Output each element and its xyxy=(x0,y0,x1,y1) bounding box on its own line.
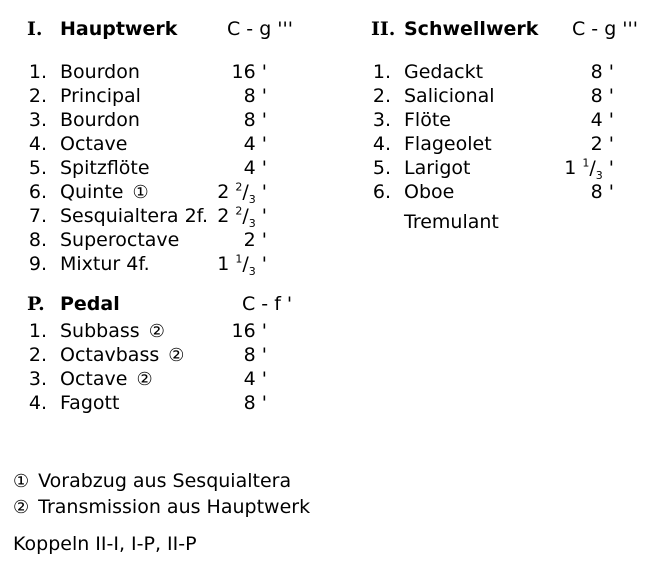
footnote-1 xyxy=(13,470,291,492)
stop-row xyxy=(27,205,297,229)
stop-name: Principal xyxy=(60,85,141,107)
stop-name: Sesquialtera 2f. xyxy=(60,205,209,227)
division-number: I. xyxy=(27,18,43,40)
division-name: Hauptwerk xyxy=(60,18,178,40)
stop-number: 4. xyxy=(372,133,391,155)
stop-name: Octave ② xyxy=(60,368,153,390)
stop-row xyxy=(27,85,297,109)
division-range: C - f ' xyxy=(242,293,293,315)
division-name: Pedal xyxy=(60,293,120,315)
stop-row xyxy=(371,157,641,181)
stop-row xyxy=(27,157,297,181)
circled-two-icon: ② xyxy=(148,321,165,342)
stop-row xyxy=(371,61,641,85)
circled-two-icon: ② xyxy=(136,369,153,390)
stop-number: 7. xyxy=(28,205,47,227)
stop-number: 6. xyxy=(372,181,391,203)
footnote-text: Vorabzug aus Sesquialtera xyxy=(38,470,292,492)
stop-name: Mixtur 4f. xyxy=(60,253,150,275)
stop-row xyxy=(27,133,297,157)
stop-pitch: 8 ' xyxy=(243,109,267,131)
stop-pitch: 4 ' xyxy=(243,368,267,390)
stop-pitch: 4 ' xyxy=(590,109,614,131)
stop-name: Oboe xyxy=(404,181,455,203)
stop-row xyxy=(371,85,641,109)
division-header xyxy=(27,18,297,42)
stop-row xyxy=(27,61,297,85)
stop-pitch: 2 ' xyxy=(590,133,614,155)
stop-row xyxy=(27,181,297,205)
stop-number: 2. xyxy=(28,344,47,366)
stop-number: 1. xyxy=(28,320,47,342)
stop-name: Fagott xyxy=(60,392,120,414)
stop-name: Superoctave xyxy=(60,229,180,251)
stop-row xyxy=(371,109,641,133)
division-range: C - g ''' xyxy=(227,18,293,40)
stop-pitch: 8 ' xyxy=(590,61,614,83)
circled-two-icon: ② xyxy=(13,497,30,518)
stop-row xyxy=(27,392,297,416)
division-name: Schwellwerk xyxy=(404,18,539,40)
division-header xyxy=(371,18,641,42)
stop-name: Subbass ② xyxy=(60,320,165,342)
stop-pitch: 8 ' xyxy=(243,392,267,414)
stop-number: 3. xyxy=(28,368,47,390)
stop-name: Gedackt xyxy=(404,61,484,83)
stop-name: Bourdon xyxy=(60,61,140,83)
stop-pitch: 8 ' xyxy=(243,344,267,366)
footnote-text: Transmission aus Hauptwerk xyxy=(38,496,311,518)
stop-number: 2. xyxy=(28,85,47,107)
stop-pitch: 4 ' xyxy=(243,133,267,155)
stop-name: Quinte ① xyxy=(60,181,149,203)
stop-pitch: 2 $^2/_3$ ' xyxy=(217,180,267,206)
division-number: P. xyxy=(27,293,45,315)
stop-pitch: 1 $^1/_3$ ' xyxy=(564,156,614,182)
division-number: II. xyxy=(371,18,396,40)
stop-number: 3. xyxy=(372,109,391,131)
stop-name: Salicional xyxy=(404,85,495,107)
stop-number: 4. xyxy=(28,133,47,155)
stop-number: 5. xyxy=(28,157,47,179)
stop-number: 4. xyxy=(28,392,47,414)
stop-name: Larigot xyxy=(404,157,471,179)
stop-row xyxy=(371,133,641,157)
stop-row xyxy=(371,181,641,205)
stop-number: 1. xyxy=(372,61,391,83)
stop-pitch: 2 ' xyxy=(243,229,267,251)
couplers-text: Koppeln II-I, I-P, II-P xyxy=(13,533,197,555)
stop-pitch: 4 ' xyxy=(243,157,267,179)
circled-one-icon: ① xyxy=(132,182,149,203)
stop-name: Octavbass ② xyxy=(60,344,185,366)
stop-row xyxy=(27,344,297,368)
stop-name: Spitzflöte xyxy=(60,157,150,179)
stop-name: Flageolet xyxy=(404,133,492,155)
stop-row xyxy=(27,253,297,277)
stop-name: Flöte xyxy=(404,109,451,131)
stop-pitch: 8 ' xyxy=(243,85,267,107)
stop-number: 9. xyxy=(28,253,47,275)
stop-number: 6. xyxy=(28,181,47,203)
stop-pitch: 8 ' xyxy=(590,181,614,203)
stop-pitch: 16 ' xyxy=(231,320,267,342)
stop-number: 2. xyxy=(372,85,391,107)
stop-pitch: 1 $^1/_3$ ' xyxy=(217,252,267,278)
circled-two-icon: ② xyxy=(168,345,185,366)
division-range: C - g ''' xyxy=(572,18,638,40)
stop-number: 8. xyxy=(28,229,47,251)
stop-row xyxy=(27,109,297,133)
stop-number: 5. xyxy=(372,157,391,179)
stop-pitch: 16 ' xyxy=(231,61,267,83)
stop-pitch: 8 ' xyxy=(590,85,614,107)
stop-row xyxy=(27,229,297,253)
circled-one-icon: ① xyxy=(13,471,30,492)
stop-number: 1. xyxy=(28,61,47,83)
division-header xyxy=(27,293,297,317)
stop-number: 3. xyxy=(28,109,47,131)
stop-name: Octave xyxy=(60,133,128,155)
stop-row xyxy=(27,368,297,392)
stop-pitch: 2 $^2/_3$ ' xyxy=(217,204,267,230)
footnote-2 xyxy=(13,496,310,518)
stop-name: Bourdon xyxy=(60,109,140,131)
stop-row xyxy=(27,320,297,344)
